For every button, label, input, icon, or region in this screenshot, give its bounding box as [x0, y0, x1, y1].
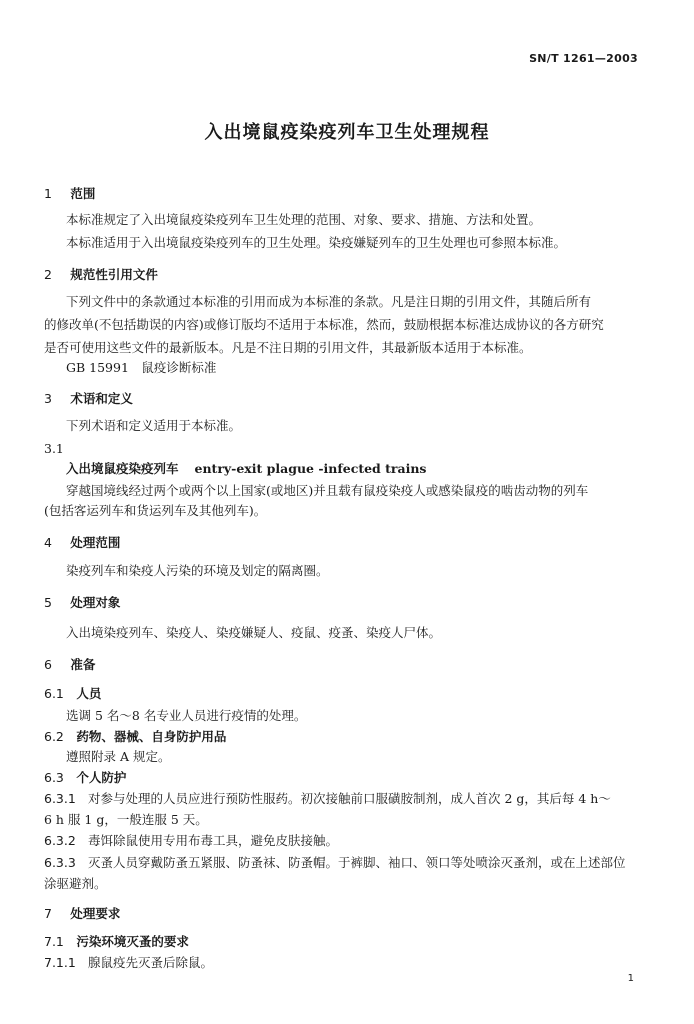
subsection-title: 污染环境灭蚤的要求 — [76, 934, 189, 949]
clause-text: 对参与处理的人员应进行预防性服药。初次接触前口服磺胺制剂，成人首次 2 g，其后每 4 h～ — [87, 791, 611, 806]
subsection-number: 6.3 — [44, 770, 64, 785]
section-7-heading — [44, 906, 650, 922]
section-title: 处理要求 — [70, 906, 121, 921]
subsection-number: 3.1 — [44, 441, 64, 456]
section-1-paragraph-2: 本标准适用于入出境鼠疫染疫列车的卫生处理。染疫嫌疑列车的卫生处理也可参照本标准。 — [66, 235, 567, 250]
term-definition-line-1: 穿越国境线经过两个或两个以上国家(或地区)并且载有鼠疫染疫人或感染鼠疫的啮齿动物的列车 — [66, 483, 589, 498]
subsection-number: 6.1 — [44, 686, 64, 701]
section-2-heading — [44, 267, 650, 283]
clause-text: 毒饵除鼠使用专用布毒工具，避免皮肤接触。 — [87, 833, 338, 848]
section-number: 3 — [44, 391, 52, 406]
section-2-line-3: 是否可使用这些文件的最新版本。凡是不注日期的引用文件，其最新版本适用于本标准。 — [44, 340, 532, 355]
term-chinese: 入出境鼠疫染疫列车 — [66, 461, 179, 476]
subsection-title: 药物、器械、自身防护用品 — [76, 729, 227, 744]
clause-number: 6.3.3 — [44, 855, 76, 870]
term-entry — [66, 461, 650, 477]
subsection-6-2-heading — [44, 729, 650, 745]
section-3-heading — [44, 391, 650, 407]
subsection-number: 6.2 — [44, 729, 64, 744]
document-title: 入出境鼠疫染疫列车卫生处理规程 — [204, 122, 490, 143]
section-5-heading — [44, 595, 650, 611]
section-title: 处理范围 — [70, 535, 121, 550]
section-number: 5 — [44, 595, 52, 610]
clause-6-3-1-line-2: 6 h 服 1 g，一般连服 5 天。 — [44, 812, 208, 827]
clause-6-3-3-line-2: 涂驱避剂。 — [44, 876, 107, 891]
section-number: 4 — [44, 535, 52, 550]
section-6-heading — [44, 657, 650, 673]
section-3-paragraph-1: 下列术语和定义适用于本标准。 — [66, 418, 242, 433]
clause-number: 6.3.1 — [44, 791, 76, 806]
page-number: 1 — [627, 973, 634, 984]
subsection-6-3-heading — [44, 770, 650, 786]
document-code: SN/T 1261—2003 — [529, 52, 638, 65]
section-5-paragraph-1: 入出境染疫列车、染疫人、染疫嫌疑人、疫鼠、疫蚤、染疫人尸体。 — [66, 625, 442, 640]
section-4-heading — [44, 535, 650, 551]
subsection-number: 7.1 — [44, 934, 64, 949]
term-definition-line-2: (包括客运列车和货运列车及其他列车)。 — [44, 503, 267, 518]
subsection-title: 人员 — [76, 686, 102, 701]
section-1-heading — [44, 186, 650, 202]
section-title: 术语和定义 — [70, 391, 133, 406]
clause-7-1-1 — [44, 955, 650, 971]
section-number: 2 — [44, 267, 52, 282]
section-title: 规范性引用文件 — [70, 267, 158, 282]
subsection-title: 个人防护 — [76, 770, 127, 785]
section-title: 准备 — [70, 657, 96, 672]
section-2-line-2: 的修改单(不包括勘误的内容)或修订版均不适用于本标准，然而，鼓励根据本标准达成协议的各方研究 — [44, 317, 604, 332]
section-title: 范围 — [70, 186, 96, 201]
section-1-paragraph-1: 本标准规定了入出境鼠疫染疫列车卫生处理的范围、对象、要求、措施、方法和处置。 — [66, 212, 542, 227]
clause-number: 6.3.2 — [44, 833, 76, 848]
subsection-6-1-heading — [44, 686, 650, 702]
section-number: 1 — [44, 186, 52, 201]
section-4-paragraph-1: 染疫列车和染疫人污染的环境及划定的隔离圈。 — [66, 563, 329, 578]
term-english: entry-exit plague -infected trains — [194, 461, 427, 476]
subsection-3-1-number — [44, 441, 650, 457]
section-2-line-1: 下列文件中的条款通过本标准的引用而成为本标准的条款。凡是注日期的引用文件，其随后所有 — [66, 294, 592, 309]
normative-reference: GB 15991 鼠疫诊断标准 — [66, 360, 217, 375]
section-number: 7 — [44, 906, 52, 921]
clause-6-3-1-line-1 — [44, 791, 650, 807]
clause-6-3-3-line-1 — [44, 855, 650, 871]
clause-text: 灭蚤人员穿戴防蚤五紧服、防蚤袜、防蚤帽。于裤脚、袖口、领口等处喷涂灭蚤剂，或在上述部位 — [87, 855, 626, 870]
subsection-6-1-text: 选调 5 名～8 名专业人员进行疫情的处理。 — [66, 708, 307, 723]
section-number: 6 — [44, 657, 52, 672]
subsection-6-2-text: 遵照附录 A 规定。 — [66, 749, 171, 764]
section-title: 处理对象 — [70, 595, 121, 610]
clause-number: 7.1.1 — [44, 955, 76, 970]
clause-6-3-2 — [44, 833, 650, 849]
subsection-7-1-heading — [44, 934, 650, 950]
clause-text: 腺鼠疫先灭蚤后除鼠。 — [87, 955, 213, 970]
